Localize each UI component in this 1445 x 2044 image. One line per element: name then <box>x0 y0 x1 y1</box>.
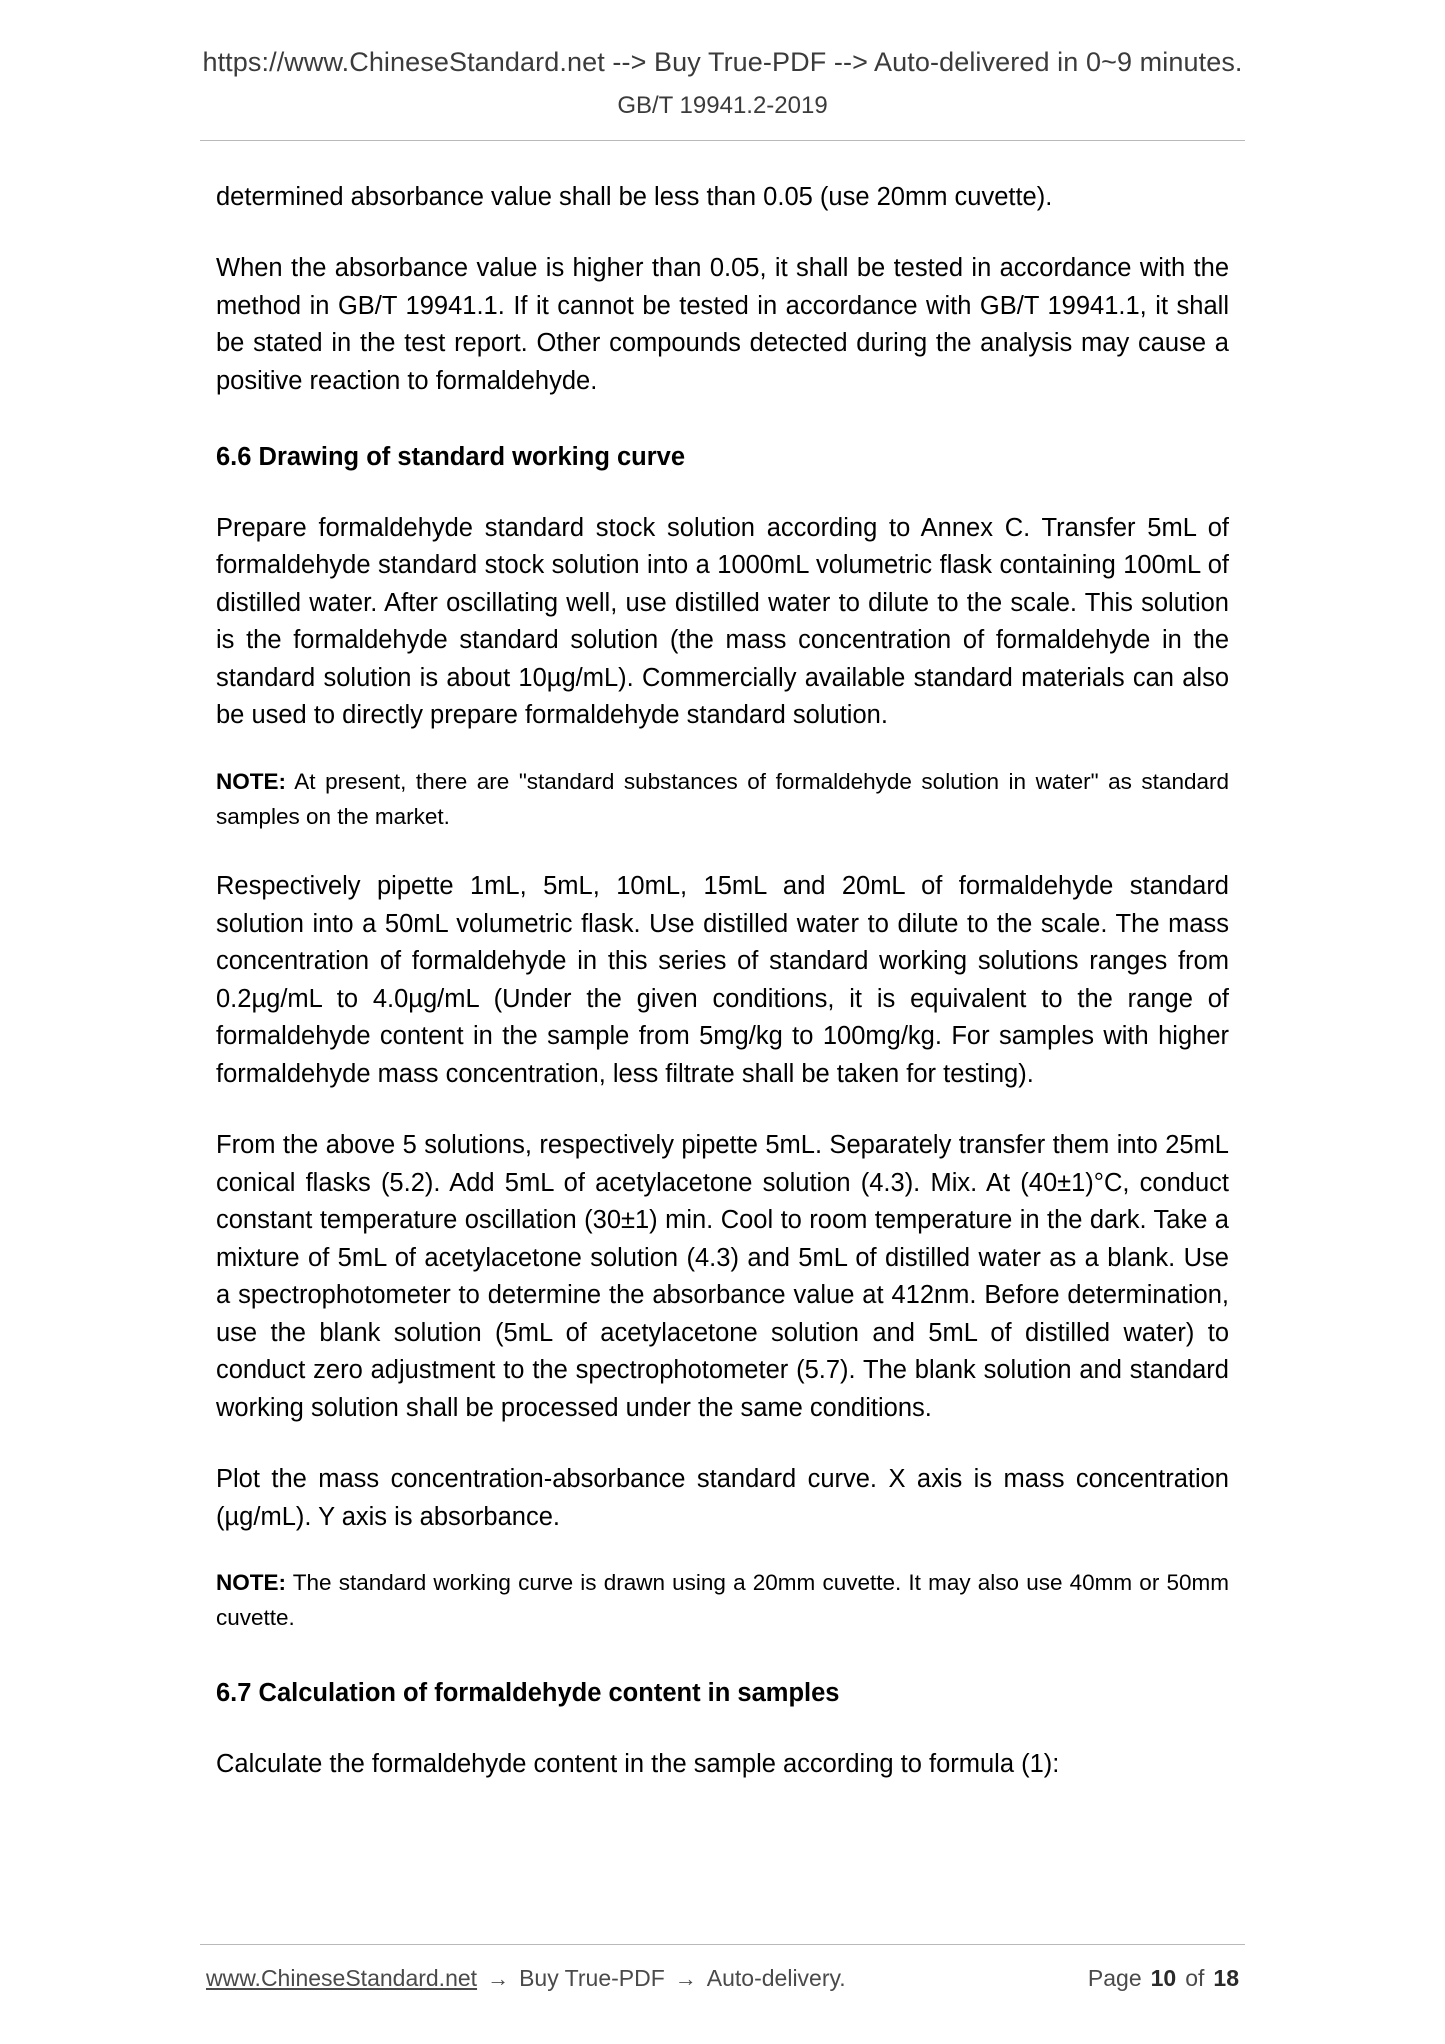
page-label: Page <box>1087 1965 1142 1991</box>
footer-site-link[interactable]: www.ChineseStandard.net <box>206 1965 478 1991</box>
paragraph-calculate-content: Calculate the formaldehyde content in the sample according to formula (1): <box>216 1749 1060 1778</box>
page-number: 10 <box>1150 1965 1177 1991</box>
footer-promo <box>206 1965 846 1992</box>
note-label: NOTE: <box>216 1570 286 1596</box>
note-label: NOTE: <box>216 768 286 794</box>
footer-buy-text: Buy True-PDF <box>519 1965 665 1991</box>
arrow-right-icon: → <box>487 1966 510 1991</box>
heading-6-6: 6.6 Drawing of standard working curve <box>216 443 686 472</box>
total-pages: 18 <box>1213 1965 1239 1991</box>
paragraph-pipette-series: Respectively pipette 1mL, 5mL, 10mL, 15mL and 20mL of formaldehyde standard solution into a 50mL volumetric flask. Use distilled water to dilute to the scale. The mass concentration of formaldehyde in this series of standard working solutions ranges from 0.2µg/mL to 4.0µg/mL (Under the given conditions, it is equivalent to the range of formaldehyde content in the sample from 5mg/kg to 100mg/kg. For samples with higher formaldehyde mass concentration, less filtrate shall be taken for testing). <box>216 872 1229 1088</box>
footer-row <box>96 1965 1349 1992</box>
paragraph-procedure-measurement: From the above 5 solutions, respectively pipette 5mL. Separately transfer them into 25mL conical flasks (5.2). Add 5mL of acetylacetone solution (4.3). Mix. At (40±1)°C, conduct constant temperature oscillation (30±1) min. Cool to room temperature in the dark. Take a mixture of 5mL of acetylacetone solution (4.3) and 5mL of distilled water as a blank. Use a spectrophotometer to determine the absorbance value at 412nm. Before determination, use the blank solution (5mL of acetylacetone solution and 5mL of distilled water) to conduct zero adjustment to the spectrophotometer (5.7). The blank solution and standard working solution shall be processed under the same conditions. <box>216 1131 1229 1422</box>
paragraph-plot-curve: Plot the mass concentration-absorbance standard curve. X axis is mass concentration (µg/mL). Y axis is absorbance. <box>216 1465 1229 1531</box>
of-label: of <box>1185 1965 1205 1991</box>
arrow-right-icon: → <box>674 1966 697 1991</box>
footer-divider <box>200 1944 1245 1945</box>
footer-delivery-text: Auto-delivery. <box>706 1965 846 1991</box>
page-indicator <box>1088 1965 1239 1992</box>
page-footer <box>96 1944 1349 1992</box>
standard-code: GB/T 19941.2-2019 <box>617 92 828 120</box>
promo-banner: https://www.ChineseStandard.net --> Buy True-PDF --> Auto-delivered in 0~9 minutes. <box>202 47 1243 77</box>
document-body <box>96 179 1349 1783</box>
paragraph-absorbance-higher: When the absorbance value is higher than 0.05, it shall be tested in accordance with the method in GB/T 19941.1. If it cannot be tested in accordance with GB/T 19941.1, it shall be stated in the test report. Other compounds detected during the analysis may cause a positive reaction to formaldehyde. <box>216 254 1229 395</box>
paragraph-standard-stock-solution: Prepare formaldehyde standard stock solution according to Annex C. Transfer 5mL of formaldehyde standard stock solution into a 1000mL volumetric flask containing 100mL of distilled water. After oscillating well, use distilled water to dilute to the scale. This solution is the formaldehyde standard solution (the mass concentration of formaldehyde in the standard solution is about 10µg/mL). Commercially available standard materials can also be used to directly prepare formaldehyde standard solution. <box>216 513 1229 730</box>
note-text: At present, there are "standard substances of formaldehyde solution in water" as standard samples on the market. <box>216 768 1229 829</box>
note-text: The standard working curve is drawn using a 20mm cuvette. It may also use 40mm or 50mm cuvette. <box>216 1570 1229 1631</box>
paragraph-absorbance-limit: determined absorbance value shall be less than 0.05 (use 20mm cuvette). <box>216 182 1053 211</box>
page-header <box>96 44 1349 122</box>
note-standard-substances <box>216 765 1229 835</box>
header-divider <box>200 140 1245 141</box>
note-cuvette <box>216 1566 1229 1636</box>
heading-6-7: 6.7 Calculation of formaldehyde content in samples <box>216 1678 840 1707</box>
